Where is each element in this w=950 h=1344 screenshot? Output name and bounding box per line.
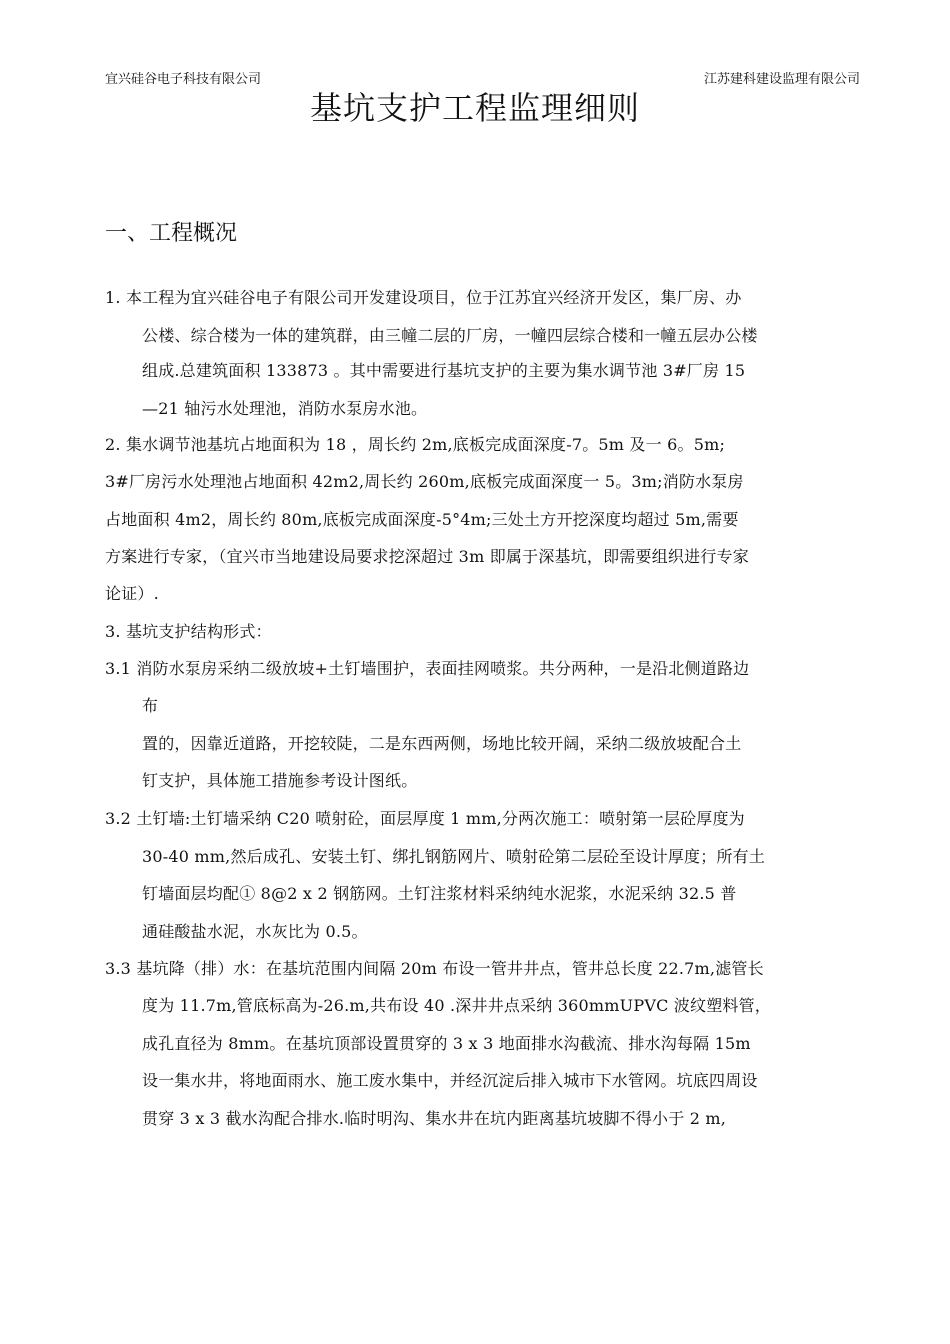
- body-line: 3#厂房污水处理池占地面积 42m2,周长约 260m,底板完成面深度一 5。3m;消防水泵房: [105, 472, 744, 491]
- body-line: 通硅酸盐水泥，水灰比为 0.5。: [142, 922, 368, 941]
- body-line: 3.1 消防水泵房采纳二级放坡+土钉墙围护，表面挂网喷浆。共分两种，一是沿北侧道路边: [105, 659, 750, 678]
- body-line: 钉墙面层均配① 8@2 x 2 钢筋网。土钉注浆材料采纳纯水泥浆，水泥采纳 32.5 普: [142, 884, 737, 903]
- section-heading: 一、工程概况: [105, 221, 238, 246]
- body-line: 论证）.: [105, 584, 159, 603]
- body-line: 占地面积 4m2，周长约 80m,底板完成面深度-5°4m;三处土方开挖深度均超过 5m,需要: [105, 510, 739, 529]
- body-line: 2. 集水调节池基坑占地面积为 18 ，周长约 2m,底板完成面深度-7。5m 及一 6。5m;: [105, 435, 726, 454]
- header-right-company: 江苏建科建设监理有限公司: [703, 72, 860, 87]
- header-left-company: 宜兴硅谷电子科技有限公司: [105, 72, 262, 87]
- body-line: 3. 基坑支护结构形式：: [105, 622, 272, 641]
- body-line: 钉支护，具体施工措施参考设计图纸。: [142, 771, 418, 790]
- body-line: 贯穿 3 x 3 截水沟配合排水.临时明沟、集水井在坑内距离基坑坡脚不得小于 2 m,: [142, 1109, 727, 1128]
- body-line: 度为 11.7m,管底标高为-26.m,共布设 40 .深井井点采纳 360mmUPVC 波纹塑料管，: [142, 996, 771, 1015]
- body-line: 方案进行专家，（宜兴市当地建设局要求挖深超过 3m 即属于深基坑，即需要组织进行专家: [105, 547, 749, 566]
- body-line: 置的，因靠近道路，开挖较陡，二是东西两侧，场地比较开阔，采纳二级放坡配合土: [142, 734, 742, 753]
- body-line: 公楼、综合楼为一体的建筑群，由三幢二层的厂房，一幢四层综合楼和一幢五层办公楼: [142, 326, 758, 345]
- body-line: 布: [142, 696, 159, 715]
- document-title: 基坑支护工程监理细则: [309, 89, 640, 127]
- body-line: 30-40 mm,然后成孔、安装土钉、绑扎钢筋网片、喷射砼第二层砼至设计厚度；所有土: [142, 847, 766, 866]
- body-line: 成孔直径为 8mm。在基坑顶部设置贯穿的 3 x 3 地面排水沟截流、排水沟每隔 15m: [142, 1034, 751, 1053]
- body-line: 组成.总建筑面积 133873 。其中需要进行基坑支护的主要为集水调节池 3#厂房 15: [142, 361, 746, 380]
- body-line: 1. 本工程为宜兴硅谷电子有限公司开发建设项目，位于江苏宜兴经济开发区，集厂房、办: [105, 288, 742, 307]
- body-line: 设一集水井，将地面雨水、施工废水集中，并经沉淀后排入城市下水管网。坑底四周设: [142, 1071, 758, 1090]
- body-line: 3.2 土钉墙:土钉墙采纳 C20 喷射砼，面层厚度 1 mm,分两次施工：喷射第一层砼厚度为: [105, 809, 745, 828]
- body-line: 3.3 基坑降（排）水：在基坑范围内间隔 20m 布设一管井井点，管井总长度 22.7m,滤管长: [105, 959, 764, 978]
- body-line: —21 轴污水处理池，消防水泵房水池。: [142, 399, 428, 418]
